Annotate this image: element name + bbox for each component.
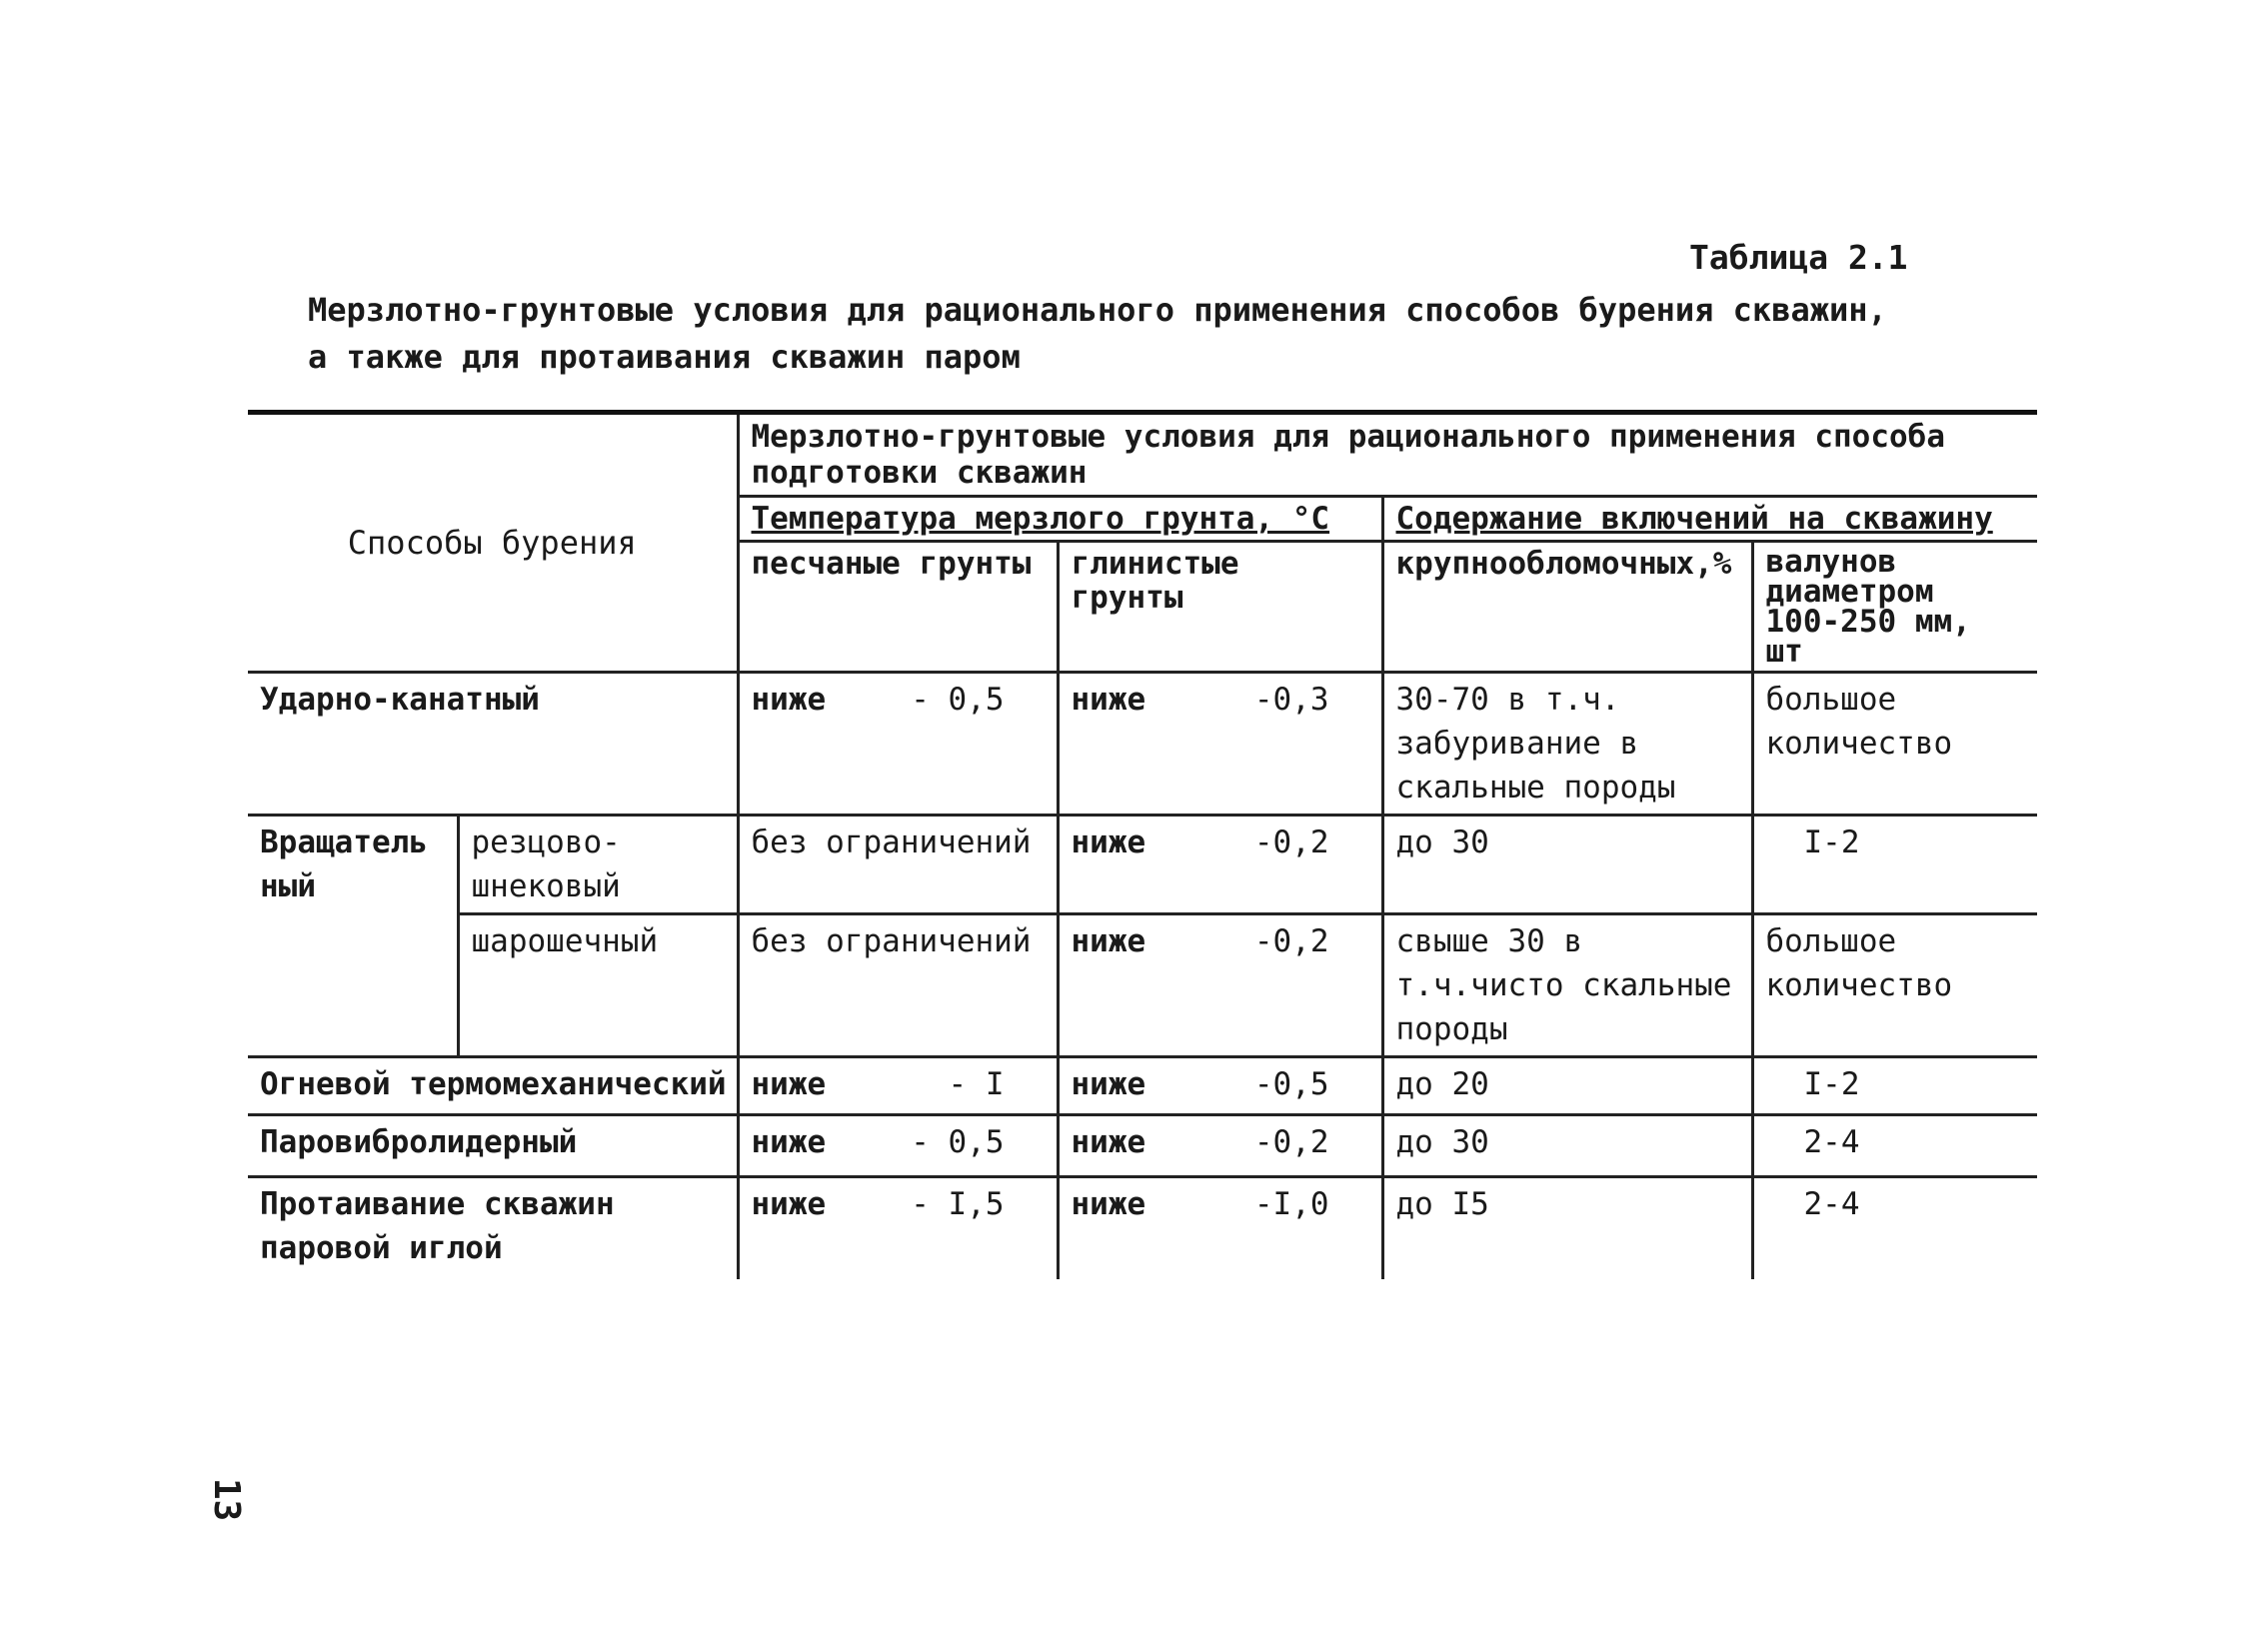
table-row — [248, 816, 2037, 914]
sandy-cell: без ограничений — [738, 914, 1058, 1057]
table-label: Таблица 2.1 — [1689, 238, 1908, 277]
coarse-cell: до 30 — [1382, 1115, 1752, 1177]
header-sandy: песчаные грунты — [738, 542, 1058, 673]
caption-line-1: Мерзлотно-грунтовые условия для рационального применения способов бурения скважин, — [308, 291, 1887, 329]
value-number: -I,0 — [1253, 1186, 1329, 1222]
table-row — [248, 673, 2037, 816]
value-qualifier: ниже — [751, 1124, 827, 1160]
boulders-cell: большое количество — [1752, 914, 2037, 1057]
value-qualifier: ниже — [1071, 825, 1146, 860]
caption-line-2: а также для протаивания скважин паром — [308, 338, 1021, 376]
coarse-cell: до 30 — [1382, 816, 1752, 914]
sandy-cell — [738, 1057, 1058, 1115]
value-number: - 0,5 — [911, 1124, 1005, 1160]
value-number: - 0,5 — [911, 682, 1005, 718]
sandy-cell — [738, 673, 1058, 816]
header-content: Содержание включений на скважину — [1382, 497, 2037, 542]
header-conditions: Мерзлотно-грунтовые условия для рационального применения способа подготовки скважин — [738, 413, 2037, 497]
sandy-cell — [738, 1177, 1058, 1279]
drilling-conditions-table — [248, 410, 2037, 1279]
method-cell: Паровибролидерный — [248, 1115, 738, 1177]
value-number: -0,2 — [1253, 1124, 1329, 1160]
header-methods: Способы бурения — [248, 413, 738, 673]
value-qualifier: ниже — [751, 1066, 827, 1102]
method-cell: шарошечный — [458, 914, 738, 1057]
clay-cell — [1058, 1057, 1382, 1115]
coarse-cell: 30-70 в т.ч. забуривание в скальные породы — [1382, 673, 1752, 816]
clay-cell — [1058, 673, 1382, 816]
method-cell: Ударно-канатный — [248, 673, 738, 816]
value-qualifier: ниже — [1071, 682, 1146, 718]
table-row — [248, 1115, 2037, 1177]
header-temperature: Температура мерзлого грунта, °C — [738, 497, 1382, 542]
value-qualifier: ниже — [751, 682, 827, 718]
boulders-cell: I-2 — [1752, 816, 2037, 914]
value-qualifier: ниже — [1071, 1124, 1146, 1160]
page-number: 13 — [206, 1477, 248, 1522]
header-boulders: валунов диаметром 100-250 мм, шт — [1752, 542, 2037, 673]
table-row — [248, 1177, 2037, 1279]
clay-cell — [1058, 1115, 1382, 1177]
clay-cell — [1058, 816, 1382, 914]
method-cell: резцово-шнековый — [458, 816, 738, 914]
value-qualifier: ниже — [751, 1186, 827, 1222]
table-caption — [308, 287, 1927, 381]
value-qualifier: ниже — [1071, 1186, 1146, 1222]
boulders-cell: 2-4 — [1752, 1115, 2037, 1177]
method-group-cell: Вращательный — [248, 816, 458, 1057]
coarse-cell: до 20 — [1382, 1057, 1752, 1115]
value-qualifier: ниже — [1071, 1066, 1146, 1102]
value-number: -0,5 — [1253, 1066, 1329, 1102]
coarse-cell: до I5 — [1382, 1177, 1752, 1279]
value-number: - I,5 — [911, 1186, 1005, 1222]
boulders-cell: I-2 — [1752, 1057, 2037, 1115]
boulders-cell: большое количество — [1752, 673, 2037, 816]
sandy-cell — [738, 1115, 1058, 1177]
value-qualifier: ниже — [1071, 923, 1146, 959]
header-coarse: крупнообломочных,% — [1382, 542, 1752, 673]
value-number: -0,2 — [1253, 923, 1329, 959]
coarse-cell: свыше 30 в т.ч.чисто скальные породы — [1382, 914, 1752, 1057]
table-row — [248, 914, 2037, 1057]
value-number: -0,2 — [1253, 825, 1329, 860]
header-clay: глинистые грунты — [1058, 542, 1382, 673]
table-row — [248, 1057, 2037, 1115]
boulders-cell: 2-4 — [1752, 1177, 2037, 1279]
value-number: -0,3 — [1253, 682, 1329, 718]
clay-cell — [1058, 1177, 1382, 1279]
method-cell: Огневой термомеханический — [248, 1057, 738, 1115]
method-cell: Протаивание скважин паровой иглой — [248, 1177, 738, 1279]
value-number: - I — [948, 1066, 1005, 1102]
clay-cell — [1058, 914, 1382, 1057]
sandy-cell: без ограничений — [738, 816, 1058, 914]
